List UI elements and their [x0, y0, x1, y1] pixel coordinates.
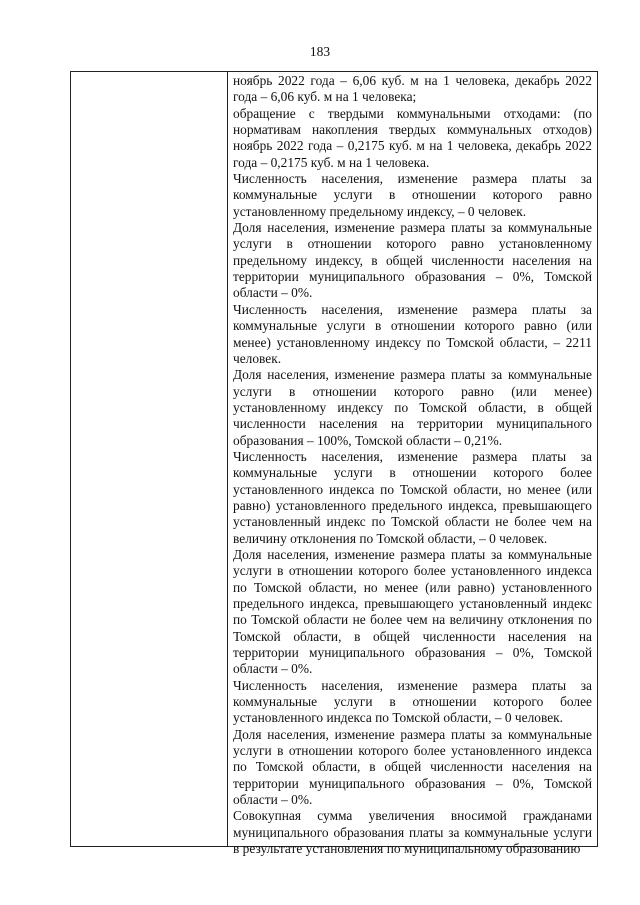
- paragraph-count-equal-limit: Численность населения, изменение размера платы за коммунальные услуги в отношении которого равно установленному предельному индексу, – 0 человек.: [233, 171, 592, 219]
- document-table: [70, 71, 598, 857]
- paragraph-share-above-index-within-deviation: Доля населения, изменение размера платы за коммунальные услуги в отношении которого более установленного индекса по Томской области, но менее (или равно) установленного предельного индекса, превышающего установленный индекс по Томской области не более чем на величину отклонения по Томской области, в общей численности населения на территории муниципального образования – 0%, Томской области – 0%.: [233, 546, 592, 677]
- table-left-cell: [71, 72, 228, 846]
- paragraph-count-above-index: Численность населения, изменение размера платы за коммунальные услуги в отношении которого более установленного индекса по Томской области, – 0 человек.: [233, 677, 592, 726]
- paragraph-share-above-index: Доля населения, изменение размера платы за коммунальные услуги в отношении которого более установленного индекса по Томской области, в общей численности населения на территории муниципального образования – 0%, Томской области – 0%.: [233, 726, 592, 808]
- paragraph-total-increase: Совокупная сумма увеличения вносимой гражданами муниципального образования платы за коммунальные услуги в результате установления по муниципальному образованию: [233, 808, 592, 857]
- page-number: 183: [309, 44, 331, 59]
- paragraph-water-norms: ноябрь 2022 года – 6,06 куб. м на 1 человека, декабрь 2022 года – 6,06 куб. м на 1 человека;: [233, 73, 592, 105]
- paragraph-count-equal-region-index: Численность населения, изменение размера платы за коммунальные услуги в отношении которого равно (или менее) установленному индексу по Томской области, – 2211 человек.: [233, 301, 592, 366]
- table-right-cell: [228, 72, 597, 857]
- paragraph-share-equal-region-index: Доля населения, изменение размера платы за коммунальные услуги в отношении которого равно (или менее) установленному индексу по Томской области, в общей численности населения на территории муниципального образования – 100%, Томской области – 0,21%.: [233, 367, 592, 448]
- paragraph-count-above-index-within-deviation: Численность населения, изменение размера платы за коммунальные услуги в отношении которого более установленного индекса по Томской области, но менее (или равно) установленного предельного индекса, превышающего установленный индекс по Томской области не более чем на величину отклонения по Томской области, – 0 человек.: [233, 448, 592, 546]
- paragraph-share-equal-limit: Доля населения, изменение размера платы за коммунальные услуги в отношении которого равно установленному предельному индексу, в общей численности населения на территории муниципального образования – 0%, Томской области – 0%.: [233, 220, 592, 301]
- paragraph-waste-norms: обращение с твердыми коммунальными отходами: (по нормативам накопления твердых коммунальных отходов) ноябрь 2022 года – 0,2175 куб. м на 1 человека, декабрь 2022 года – 0,2175 куб. м на 1 человека.: [233, 105, 592, 170]
